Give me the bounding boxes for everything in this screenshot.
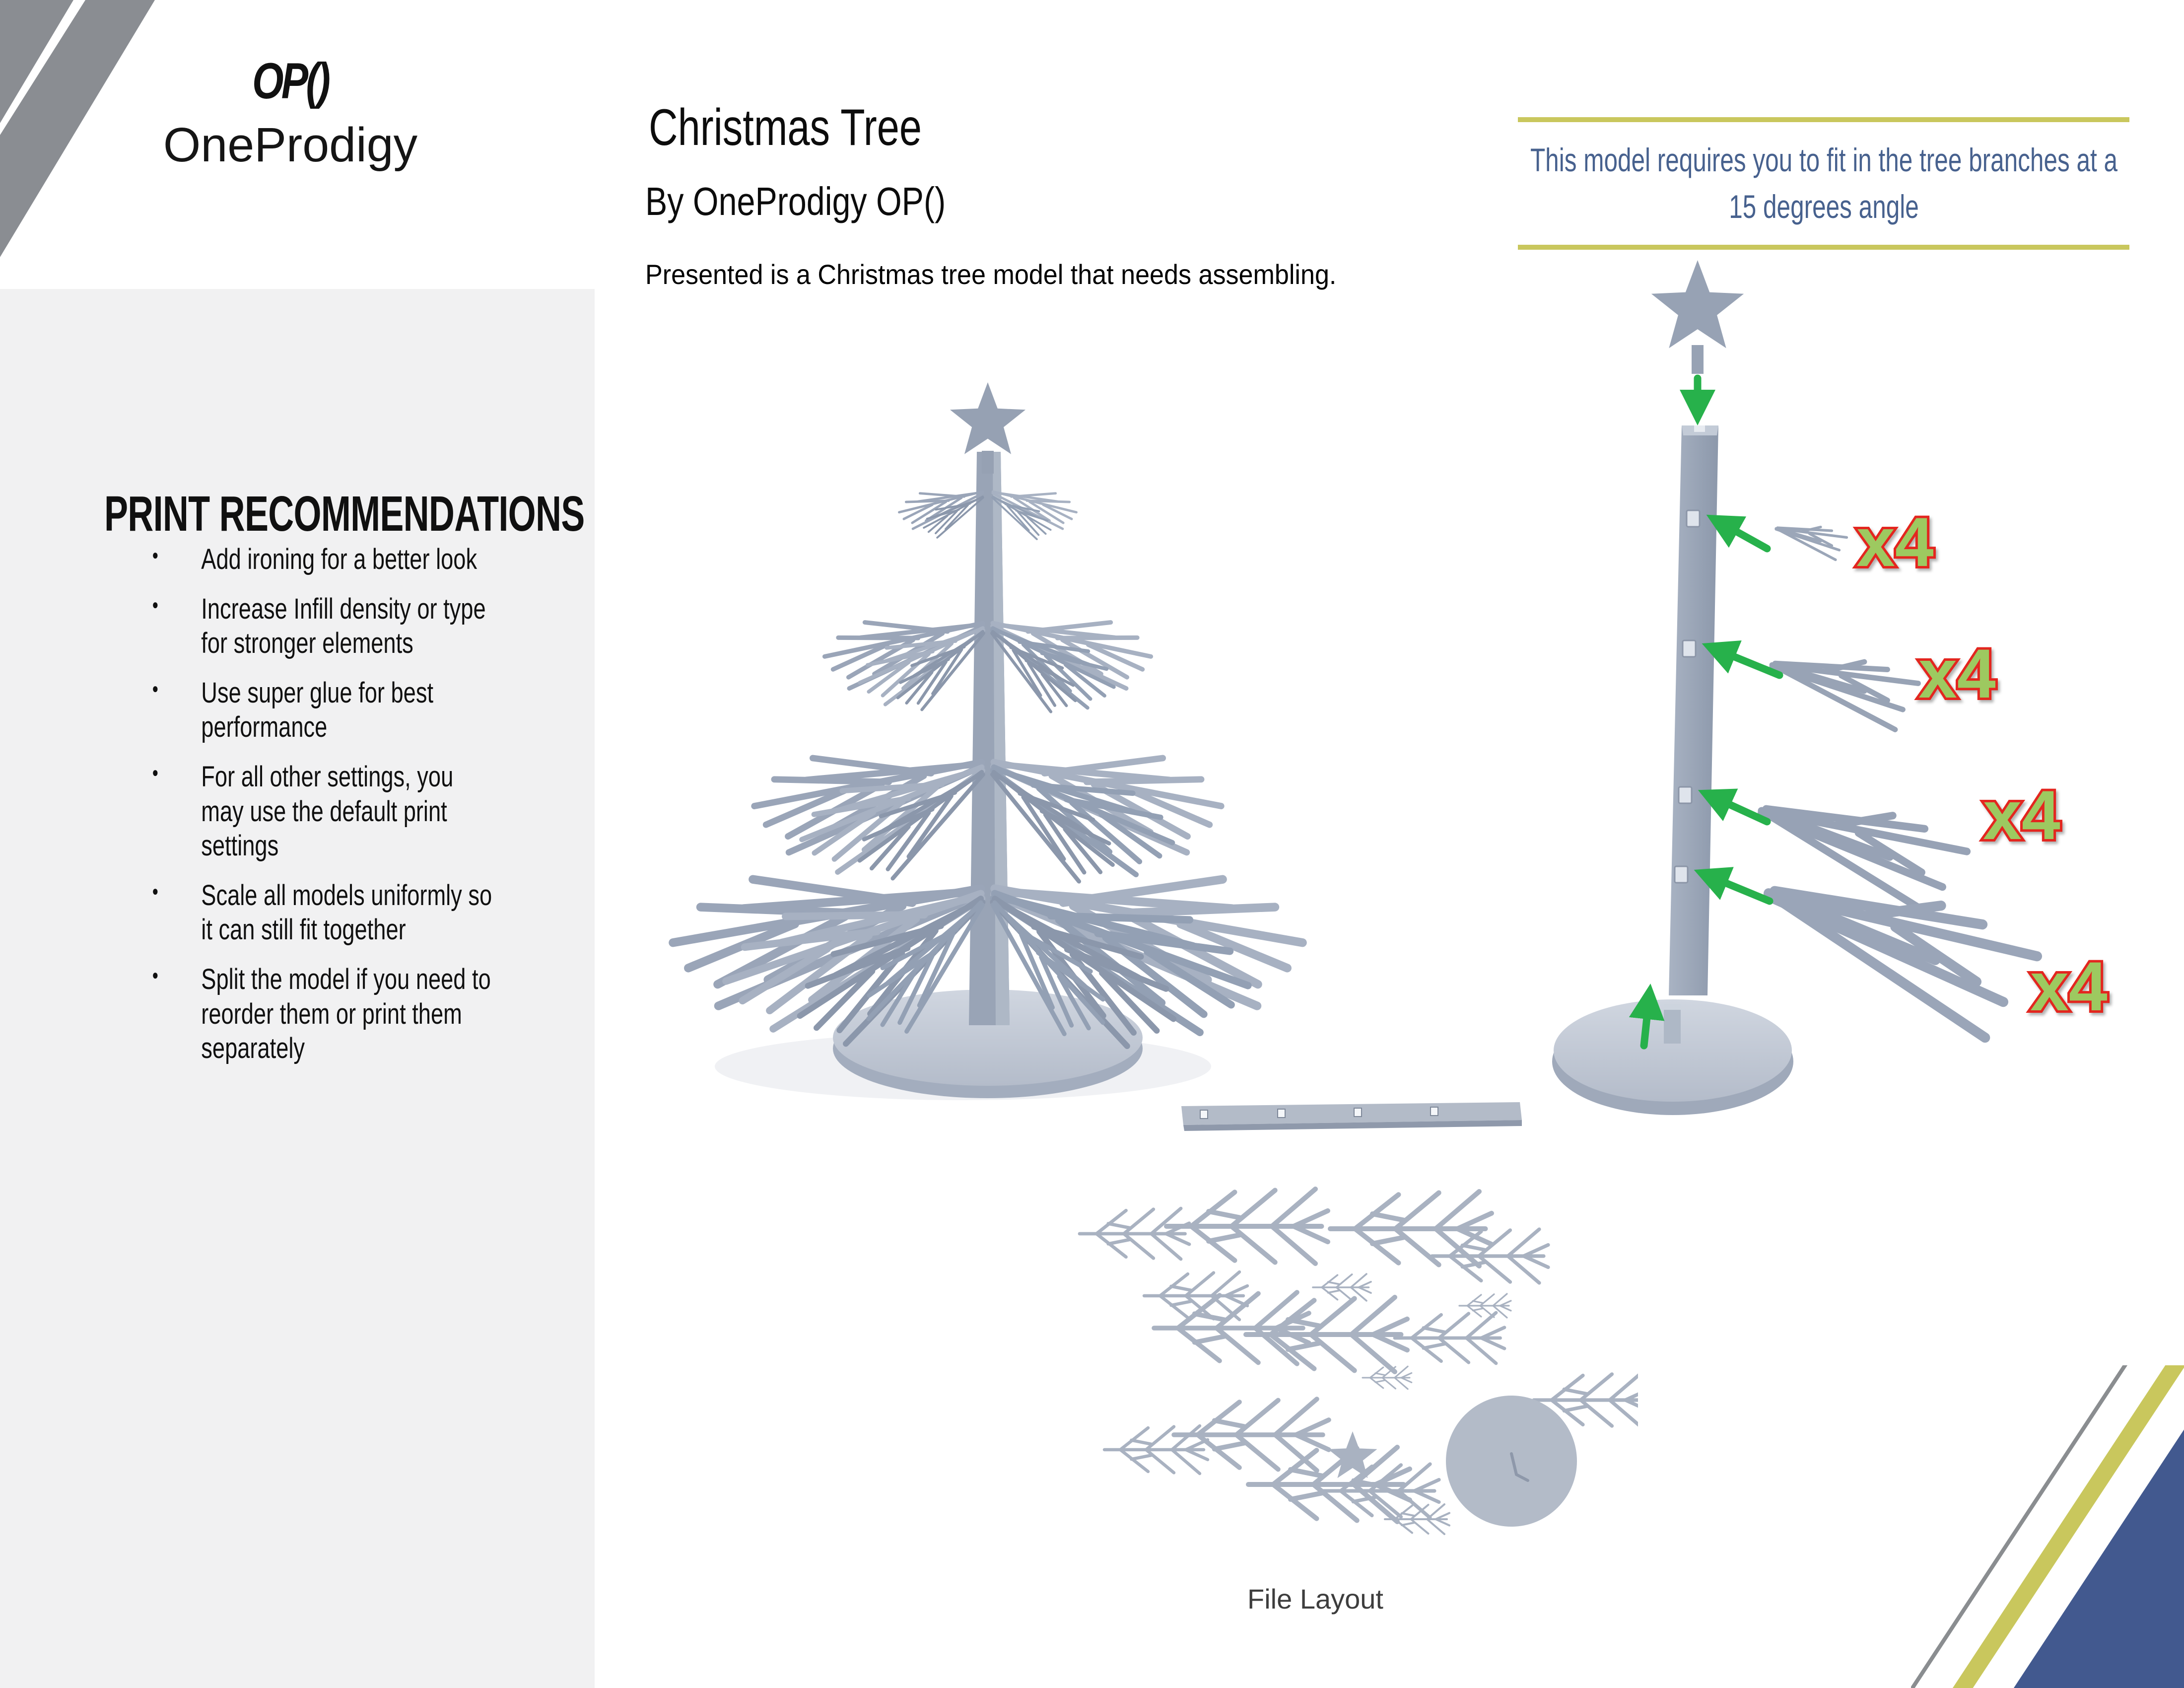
- base-peg: [1664, 1007, 1681, 1044]
- branch-slot: [1675, 866, 1688, 883]
- list-item: ● Add ironing for a better look: [149, 542, 501, 577]
- green-arrow-icon: [1704, 874, 1770, 901]
- star-stub: [1692, 345, 1704, 374]
- branch-cluster: [1756, 888, 2042, 1042]
- green-arrow-icon: [1707, 794, 1767, 822]
- file-layout-render: [1067, 1082, 1638, 1559]
- base-peg-top: [1664, 1004, 1681, 1010]
- branch-cluster: [1772, 662, 1918, 729]
- quantity-label: x4: [1983, 776, 2060, 854]
- page-title: Christmas Tree: [649, 99, 922, 156]
- quantity-label: x4: [1918, 634, 1996, 712]
- star-part: [1651, 260, 1744, 348]
- green-arrow-icon: [1711, 647, 1779, 675]
- navy-stripe: [2013, 1365, 2184, 1688]
- list-item: ● Scale all models uniformly so it can still fit together: [149, 878, 501, 947]
- list-item: ● Use super glue for best performance: [149, 676, 501, 745]
- print-recommendations-list: [149, 542, 501, 1081]
- author-byline: By OneProdigy OP(): [645, 179, 946, 223]
- assembly-diagram: [1514, 248, 2184, 1167]
- trunk-bar-part: [1181, 1102, 1522, 1131]
- quantity-label: x4: [1856, 503, 1934, 581]
- assembly-note: [1518, 117, 2129, 250]
- corner-stripes-bottom-right: [1911, 1365, 2184, 1688]
- branch-cluster: [1776, 527, 1847, 560]
- divider: [1518, 117, 2129, 122]
- branch-slot: [1679, 787, 1692, 803]
- print-recommendations-heading: PRINT RECOMMENDATIONS: [104, 486, 585, 542]
- assembled-tree-render: [645, 372, 1340, 1117]
- model-description: Presented is a Christmas tree model that needs assembling.: [645, 259, 1337, 290]
- list-item: ● Split the model if you need to reorder them or print them separately: [149, 962, 501, 1066]
- list-item: ● Increase Infill density or type for stronger elements: [149, 592, 501, 661]
- trunk-pole: [969, 452, 1010, 1025]
- brand-logo: [67, 52, 514, 173]
- star-stub: [982, 451, 994, 474]
- file-layout-caption: File Layout: [1247, 1583, 1383, 1615]
- branch-slot: [1683, 640, 1696, 657]
- brand-logo-mark: OP(): [252, 53, 329, 109]
- green-arrow-icon: [1715, 520, 1767, 549]
- branch-slot: [1687, 510, 1700, 527]
- base-disc-part: [1446, 1396, 1577, 1527]
- assembly-note-text: This model requires you to fit in the tree branches at a 15 degrees angle: [1530, 141, 2118, 225]
- tree-topper-star: [950, 382, 1025, 454]
- list-item: ● For all other settings, you may use the default print settings: [149, 760, 501, 863]
- quantity-label: x4: [2030, 947, 2108, 1025]
- brand-logo-name: OneProdigy: [163, 118, 418, 172]
